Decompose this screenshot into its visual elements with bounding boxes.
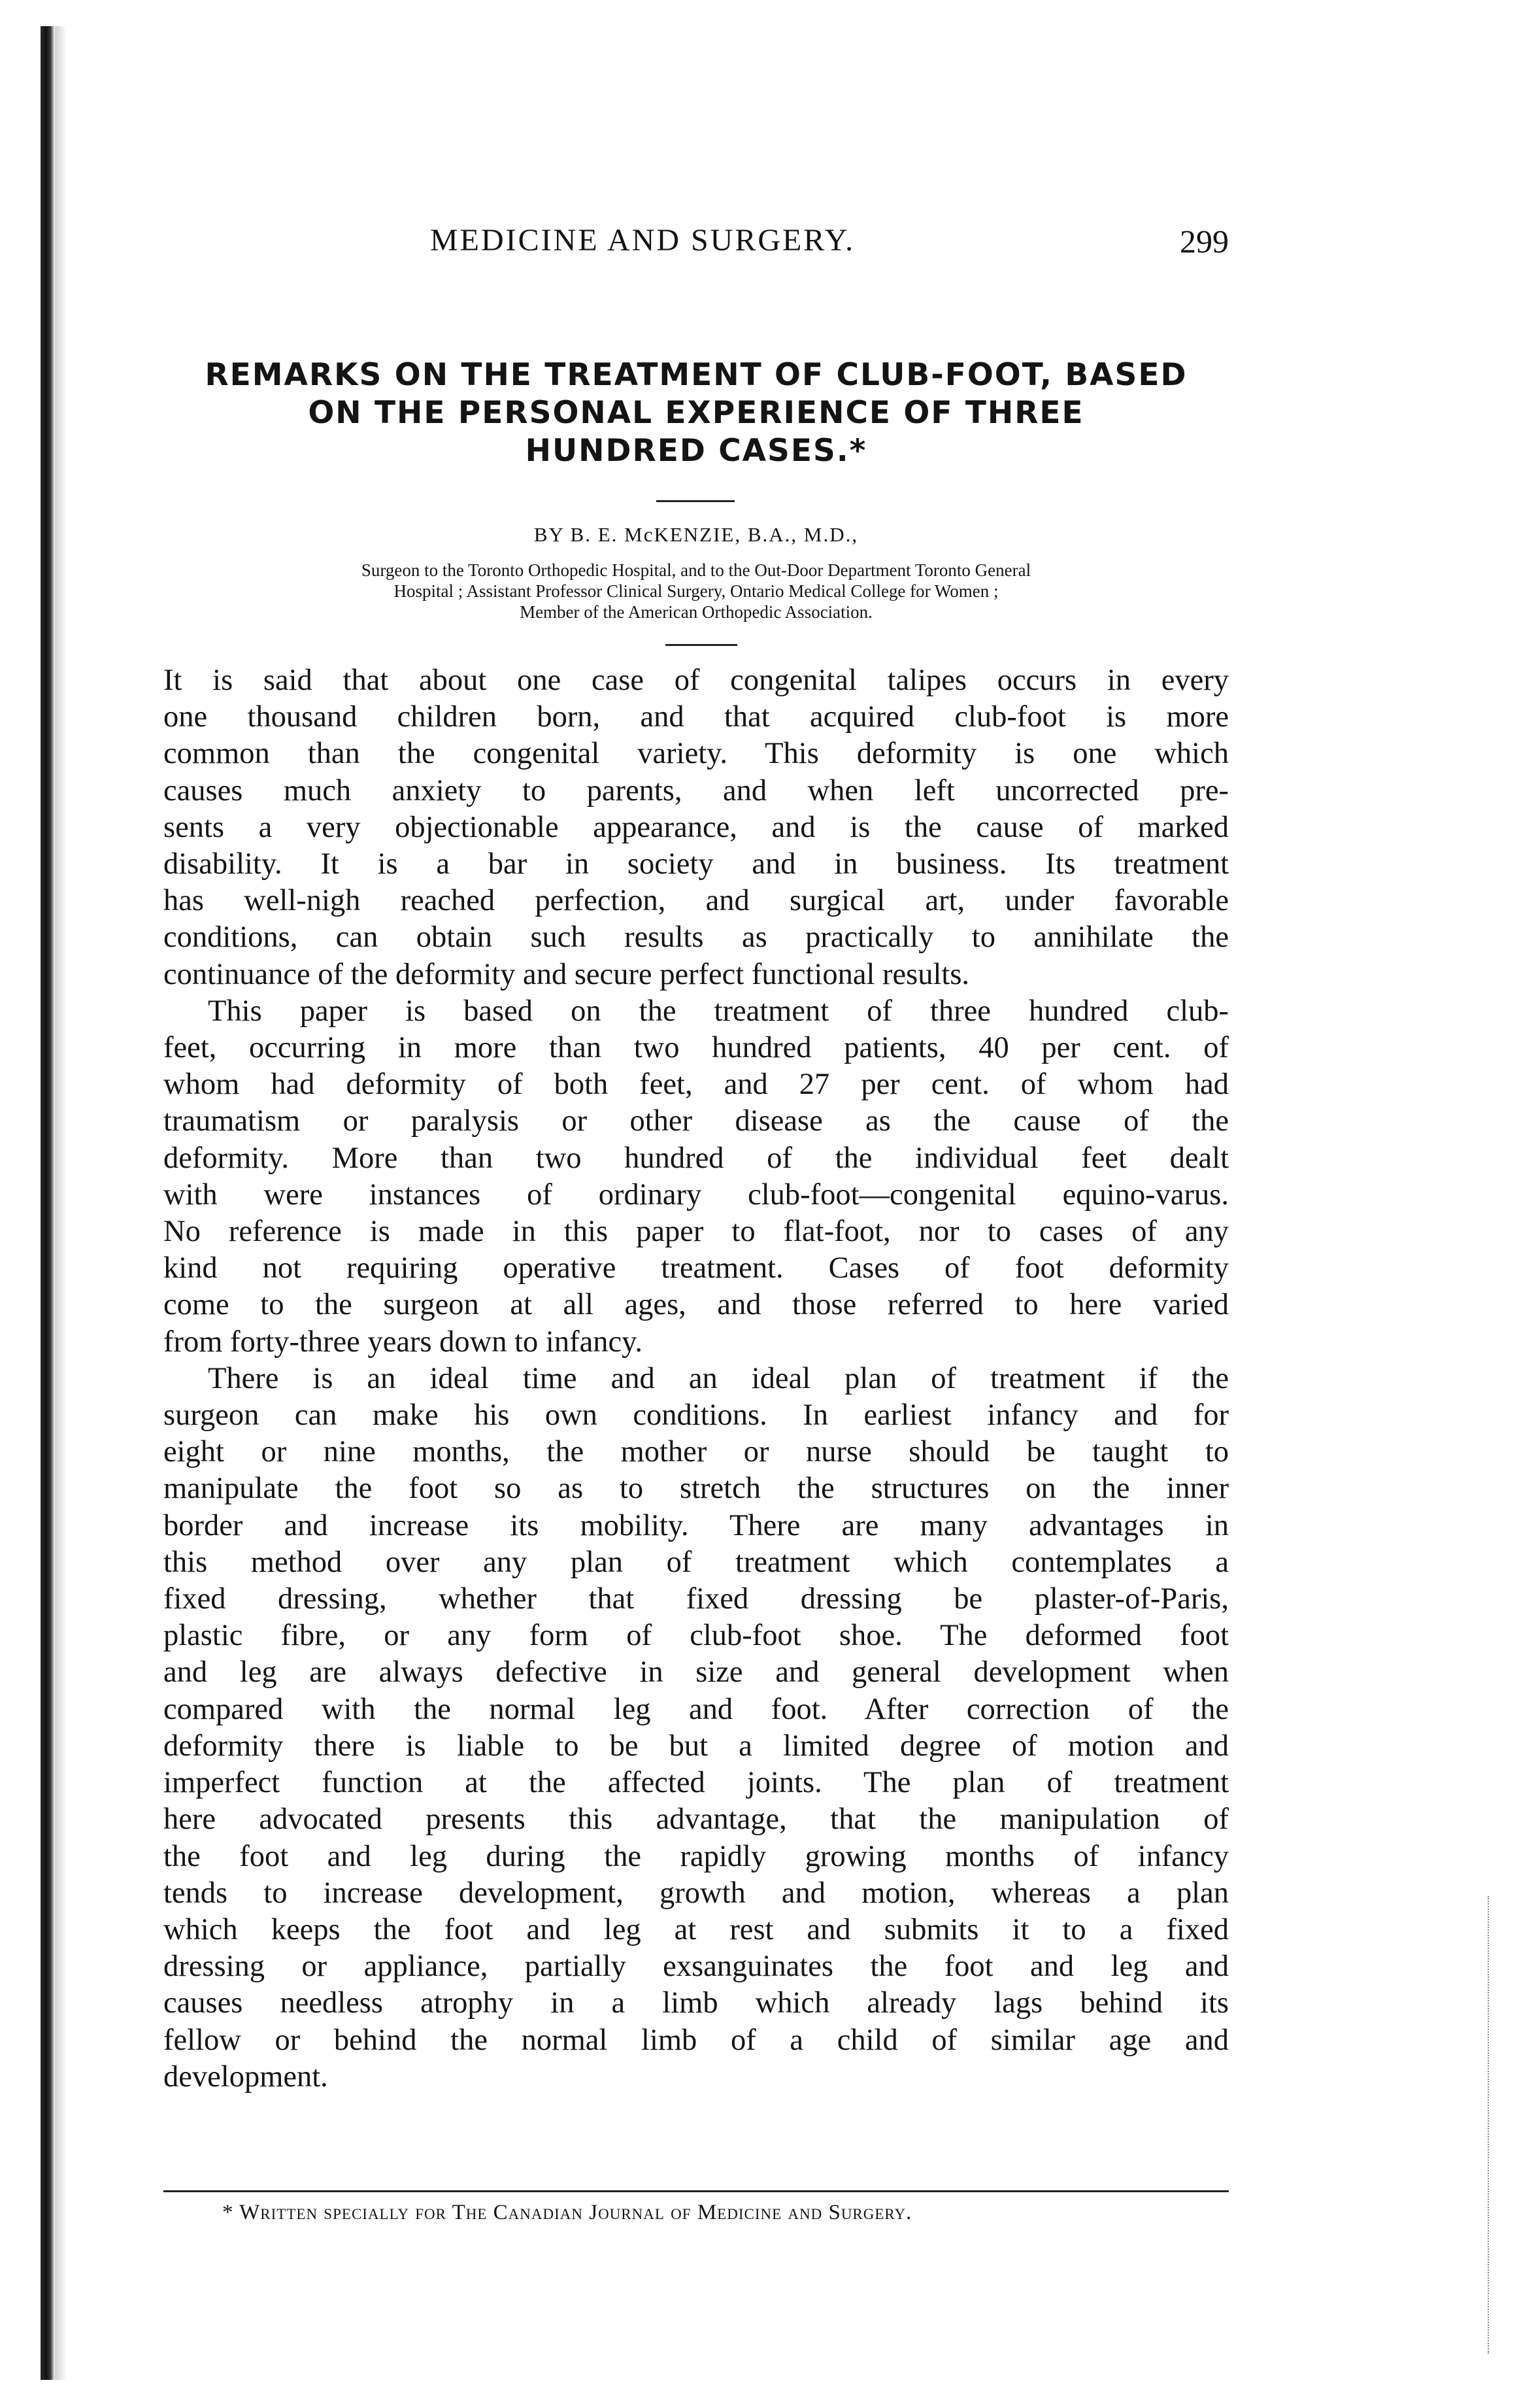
text-line: one thousand children born, and that acquired club-foot is more [163,700,1229,734]
text-line: No reference is made in this paper to flat-foot, nor to cases of any [163,1215,1229,1249]
affiliation-line: Member of the American Orthopedic Association. [520,602,873,622]
running-head [163,222,1229,262]
text-line: traumatism or paralysis or other disease as the cause of the [163,1104,1229,1138]
text-line: deformity. More than two hundred of the individual feet dealt [163,1141,1229,1175]
text-line: this method over any plan of treatment which contemplates a [163,1545,1229,1579]
author-affiliation [163,560,1229,622]
text-line: deformity there is liable to be but a limited degree of motion and [163,1729,1229,1763]
affiliation-line: Hospital ; Assistant Professor Clinical Surgery, Ontario Medical College for Women ; [393,581,999,601]
text-line: with were instances of ordinary club-foot—congenital equino-varus. [163,1178,1229,1212]
author-byline: BY B. E. McKENZIE, B.A., M.D., [533,523,859,546]
text-line: surgeon can make his own conditions. In earliest infancy and for [163,1399,1229,1433]
text-line: fellow or behind the normal limb of a child of similar age and [163,2023,1229,2057]
text-line: continuance of the deformity and secure perfect functional results. [163,957,970,991]
text-line: It is said that about one case of congenital talipes occurs in every [163,664,1229,697]
affiliation-divider [665,644,737,646]
text-line: dressing or appliance, partially exsanguinates the foot and leg and [163,1950,1229,1984]
title-divider [656,500,735,502]
text-line: sents a very objectionable appearance, and is the cause of marked [163,810,1229,844]
binding-shadow [55,26,67,2380]
article-body [163,662,1229,2095]
running-title: MEDICINE AND SURGERY. [430,223,856,258]
text-line: disability. It is a bar in society and in business. Its treatment [163,847,1229,881]
text-line: imperfect function at the affected joints. The plan of treatment [163,1766,1229,1800]
text-line: from forty-three years down to infancy. [163,1325,643,1359]
text-line: common than the congenital variety. This deformity is one which [163,737,1229,771]
text-line: kind not requiring operative treatment. Cases of foot deformity [163,1251,1229,1285]
article-title-line: ON THE PERSONAL EXPERIENCE OF THREE [308,395,1084,431]
article-title-line: REMARKS ON THE TREATMENT OF CLUB-FOOT, BASED [205,357,1188,393]
text-line: which keeps the foot and leg at rest and submits it to a fixed [163,1912,1229,1946]
text-line: conditions, can obtain such results as practically to annihilate the [163,921,1229,955]
text-line: manipulate the foot so as to stretch the structures on the inner [163,1472,1229,1506]
text-line: plastic fibre, or any form of club-foot shoe. The deformed foot [163,1619,1229,1653]
footnote-divider [163,2190,1229,2192]
text-line: whom had deformity of both feet, and 27 per cent. of whom had [163,1068,1229,1102]
affiliation-line: Surgeon to the Toronto Orthopedic Hospital, and to the Out-Door Department Toronto General [361,560,1031,580]
body-paragraph [163,993,1229,1361]
footnote: * Written specially for The Canadian Journal of Medicine and Surgery. [222,2201,912,2224]
page-number: 299 [1180,223,1229,260]
text-line: border and increase its mobility. There are many advantages in [163,1508,1229,1542]
text-line: fixed dressing, whether that fixed dressing be plaster-of-Paris, [163,1582,1229,1616]
text-line: eight or nine months, the mother or nurse should be taught to [163,1435,1229,1469]
text-line: come to the surgeon at all ages, and those referred to here varied [163,1288,1229,1322]
body-paragraph [163,1361,1229,2095]
text-line: and leg are always defective in size and general development when [163,1655,1229,1689]
text-line: This paper is based on the treatment of three hundred club- [208,994,1229,1028]
scan-artifact [1488,1896,1493,2354]
text-line: feet, occurring in more than two hundred patients, 40 per cent. of [163,1031,1229,1065]
body-paragraph [163,662,1229,993]
article-title [163,356,1229,470]
text-line: development. [163,2060,328,2094]
article-title-line: HUNDRED CASES.* [525,433,867,469]
binding-edge [41,26,55,2380]
text-line: has well-nigh reached perfection, and surgical art, under favorable [163,884,1229,918]
text-line: causes needless atrophy in a limb which already lags behind its [163,1986,1229,2020]
text-line: here advocated presents this advantage, that the manipulation of [163,1803,1229,1837]
text-line: There is an ideal time and an ideal plan of treatment if the [208,1361,1229,1395]
text-line: the foot and leg during the rapidly growing months of infancy [163,1839,1229,1873]
text-line: compared with the normal leg and foot. After correction of the [163,1692,1229,1726]
text-line: causes much anxiety to parents, and when left uncorrected pre- [163,773,1229,807]
text-line: tends to increase development, growth and motion, whereas a plan [163,1876,1229,1910]
